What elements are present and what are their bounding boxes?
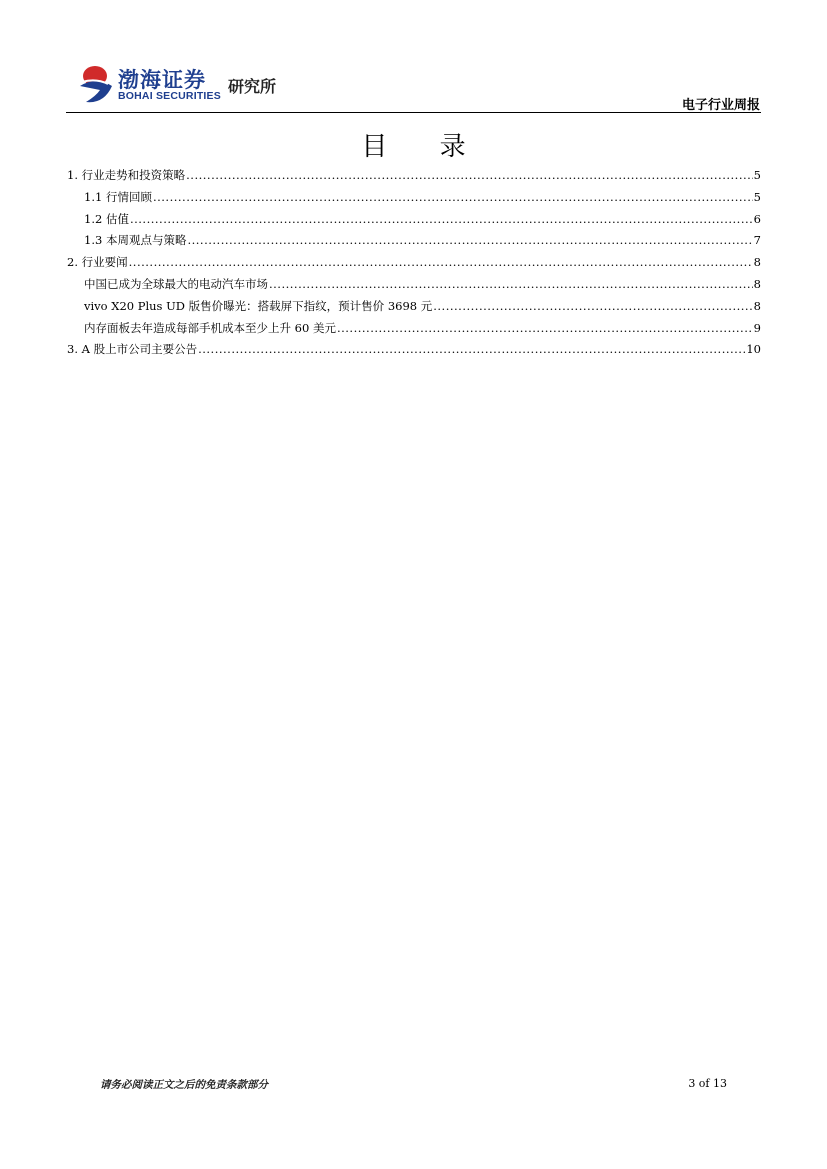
toc-entry[interactable]: [67, 232, 761, 254]
toc-entry-text: 1. 行业走势和投资策略: [67, 168, 186, 182]
toc-title: 目 录: [361, 132, 488, 162]
toc-entry[interactable]: [67, 211, 761, 233]
toc-entry-page: 8: [753, 298, 761, 313]
report-type: 电子行业周报: [681, 98, 760, 113]
toc-entry-text: 1.1 行情回顾: [84, 189, 152, 204]
toc-entry[interactable]: [67, 189, 761, 211]
company-logo: [78, 64, 308, 106]
toc-entry-text: 3. A 股上市公司主要公告: [67, 342, 198, 357]
toc-entry-page: 6: [753, 211, 761, 226]
toc-entry-text: 中国已成为全球最大的电动汽车市场: [84, 276, 268, 291]
toc-entry[interactable]: [67, 167, 761, 189]
toc-entry-text: 2. 行业要闻: [67, 255, 128, 270]
toc-entry-page: 10: [746, 342, 761, 357]
toc-leader-dots: [187, 233, 752, 247]
toc-entry-text: 1.2 估值: [84, 211, 129, 226]
toc-entry-text: 内存面板去年造成每部手机成本至少上升 60 美元: [84, 320, 336, 335]
toc-leader-dots: [153, 190, 753, 204]
toc-entry-page: 8: [753, 276, 761, 291]
toc-entry-page: 5: [753, 168, 761, 182]
toc-entry-text: 1.3 本周观点与策略: [84, 233, 187, 248]
toc-entry-page: 8: [753, 255, 761, 270]
toc-entry-text: vivo X20 Plus UD 版售价曝光：搭载屏下指纹，预计售价 3698 元: [84, 298, 433, 313]
toc-entry[interactable]: [67, 254, 761, 276]
page-indicator: 3 of 13: [688, 1077, 727, 1090]
header-divider: [66, 112, 761, 113]
toc-entry[interactable]: [67, 298, 761, 320]
table-of-contents: [67, 167, 761, 363]
footer-disclaimer: 请务必阅读正文之后的免责条款部分: [100, 1079, 268, 1091]
toc-leader-dots: [433, 299, 752, 313]
bohai-logo-icon: [78, 64, 114, 104]
toc-leader-dots: [269, 277, 753, 291]
toc-entry[interactable]: [67, 341, 761, 363]
toc-entry[interactable]: [67, 320, 761, 342]
toc-leader-dots: [130, 212, 753, 226]
logo-english-name: BOHAI SECURITIES: [118, 90, 221, 102]
toc-entry-page: 5: [753, 189, 761, 204]
toc-entry-page: 9: [753, 320, 761, 335]
toc-leader-dots: [129, 255, 753, 269]
toc-leader-dots: [198, 342, 745, 356]
institute-label: 研究所: [228, 77, 277, 96]
toc-leader-dots: [186, 168, 753, 182]
toc-entry[interactable]: [67, 276, 761, 298]
logo-chinese-name: 渤海证券: [118, 68, 206, 92]
toc-entry-page: 7: [753, 233, 761, 248]
toc-leader-dots: [337, 321, 753, 335]
